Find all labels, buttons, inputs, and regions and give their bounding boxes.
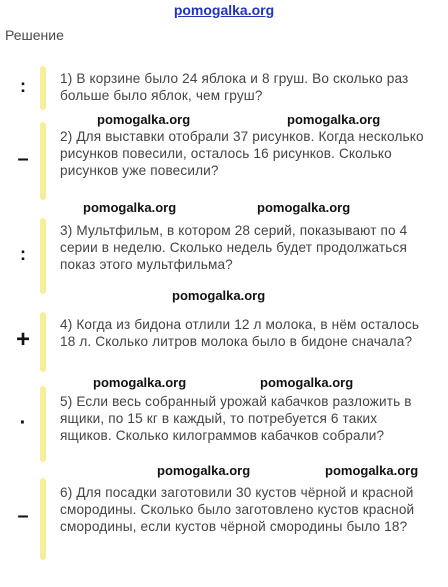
watermark: pomogalka.org bbox=[157, 463, 251, 478]
section-title: Решение bbox=[5, 27, 64, 43]
highlight-stripe bbox=[40, 478, 46, 560]
task-text: 6) Для посадки заготовили 30 кустов чёрной и красной смородины. Сколько было заготовлено кустов красной смородины, если кустов чёрной смородины было 18? bbox=[60, 485, 415, 534]
operator-mark: : bbox=[20, 244, 26, 264]
operator-mark: + bbox=[15, 326, 30, 353]
highlight-stripe bbox=[40, 122, 46, 200]
operator-mark: · bbox=[19, 412, 27, 434]
watermark: pomogalka.org bbox=[172, 288, 266, 303]
operator-mark: – bbox=[17, 505, 29, 527]
site-header-link[interactable]: pomogalka.org bbox=[173, 2, 275, 18]
highlight-stripe bbox=[40, 218, 46, 294]
watermark: pomogalka.org bbox=[97, 112, 191, 127]
watermark: pomogalka.org bbox=[287, 112, 381, 127]
operator-mark: : bbox=[20, 76, 26, 96]
task-text: 1) В корзине было 24 яблока и 8 груш. Во сколько раз больше было яблок, чем груш? bbox=[60, 71, 409, 103]
highlight-stripe bbox=[40, 66, 46, 110]
task-text: 5) Если весь собранный урожай кабачков разложить в ящики, по 15 кг в каждый, то потребуется 6 таких ящиков. Сколько килограммов кабачков собрали? bbox=[60, 394, 412, 443]
watermark: pomogalka.org bbox=[83, 200, 177, 215]
watermark: pomogalka.org bbox=[93, 375, 187, 390]
task-text: 4) Когда из бидона отлили 12 л молока, в нём осталось 18 л. Сколько литров молока было в бидоне сначала? bbox=[60, 317, 420, 349]
watermark: pomogalka.org bbox=[257, 200, 351, 215]
watermark: pomogalka.org bbox=[260, 375, 354, 390]
task-text: 3) Мультфильм, в котором 28 серий, показывают по 4 серии в неделю. Сколько недель будет продолжаться показ этого мультфильма? bbox=[60, 223, 408, 272]
operator-mark: – bbox=[17, 148, 29, 170]
task-text: 2) Для выставки отобрали 37 рисунков. Когда несколько рисунков повесили, осталось 16 рисунков. Сколько рисунков уже повесили? bbox=[60, 129, 424, 178]
highlight-stripe bbox=[40, 312, 46, 372]
highlight-stripe bbox=[40, 386, 46, 462]
watermark: pomogalka.org bbox=[325, 463, 419, 478]
